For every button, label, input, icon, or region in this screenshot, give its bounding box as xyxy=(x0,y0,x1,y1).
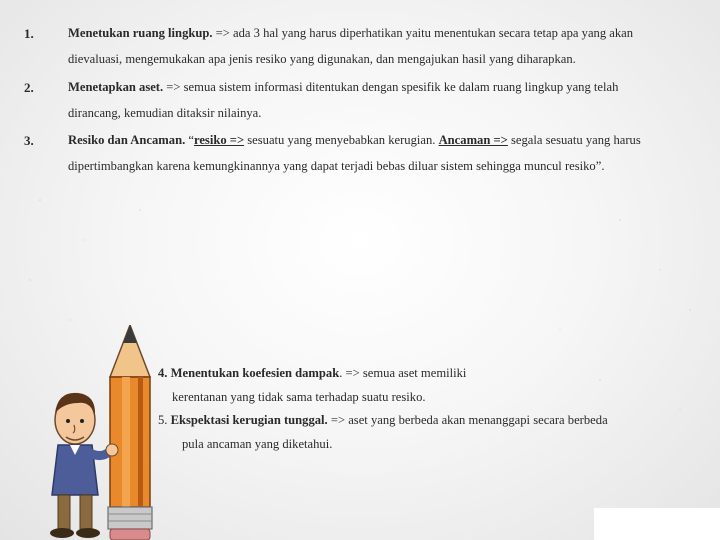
item-line-1 xyxy=(68,133,641,148)
item-line-2: dirancang, kemudian ditaksir nilainya. xyxy=(68,106,262,120)
item-line-1 xyxy=(68,26,633,41)
item-text: => ada 3 hal yang harus diperhatikan yaitu menentukan secara tetap apa yang akan xyxy=(212,26,634,40)
list-number: 1. xyxy=(24,26,34,41)
item-title: Resiko dan Ancaman. xyxy=(68,133,186,147)
quote-open: “ xyxy=(185,133,194,147)
cartoon-man-with-pencil-illustration xyxy=(30,325,190,540)
list-number: 5. xyxy=(158,413,171,427)
item-line-2: dievaluasi, mengemukakan apa jenis resiko yang digunakan, dan mengajukan hasil yang diharapkan. xyxy=(68,52,576,66)
term-ancaman: Ancaman => xyxy=(438,133,508,147)
item-title: Menetapkan aset. xyxy=(68,80,164,94)
list-number: 2. xyxy=(24,80,34,95)
item-text: segala sesuatu yang harus xyxy=(507,133,641,147)
term-resiko: resiko => xyxy=(193,133,245,147)
item-text: sesuatu yang menyebabkan kerugian. xyxy=(244,133,439,147)
corner-white-box xyxy=(594,508,720,540)
item-title: 4. Menentukan koefesien dampak xyxy=(158,366,340,380)
list-item-5-line-2: pula ancaman yang diketahui. xyxy=(182,437,333,451)
list-number: 3. xyxy=(24,133,34,148)
item-title: Ekspektasi kerugian tunggal. xyxy=(170,413,328,427)
item-text: . => semua aset memiliki xyxy=(339,366,467,380)
item-line-2: dipertimbangkan karena kemungkinannya yang dapat terjadi bebas diluar sistem sehingga muncul resiko”. xyxy=(68,159,605,173)
item-line-1 xyxy=(68,80,618,95)
item-title: Menetukan ruang lingkup. xyxy=(68,26,213,40)
list-item-5 xyxy=(158,413,608,428)
list-item-4 xyxy=(158,366,466,381)
pencil-icon xyxy=(108,325,152,540)
item-text: => semua sistem informasi ditentukan dengan spesifik ke dalam ruang lingkup yang telah xyxy=(163,80,619,94)
item-text: => aset yang berbeda akan menanggapi secara berbeda xyxy=(327,413,608,427)
list-item-4-line-2: kerentanan yang tidak sama terhadap suatu resiko. xyxy=(172,390,426,404)
